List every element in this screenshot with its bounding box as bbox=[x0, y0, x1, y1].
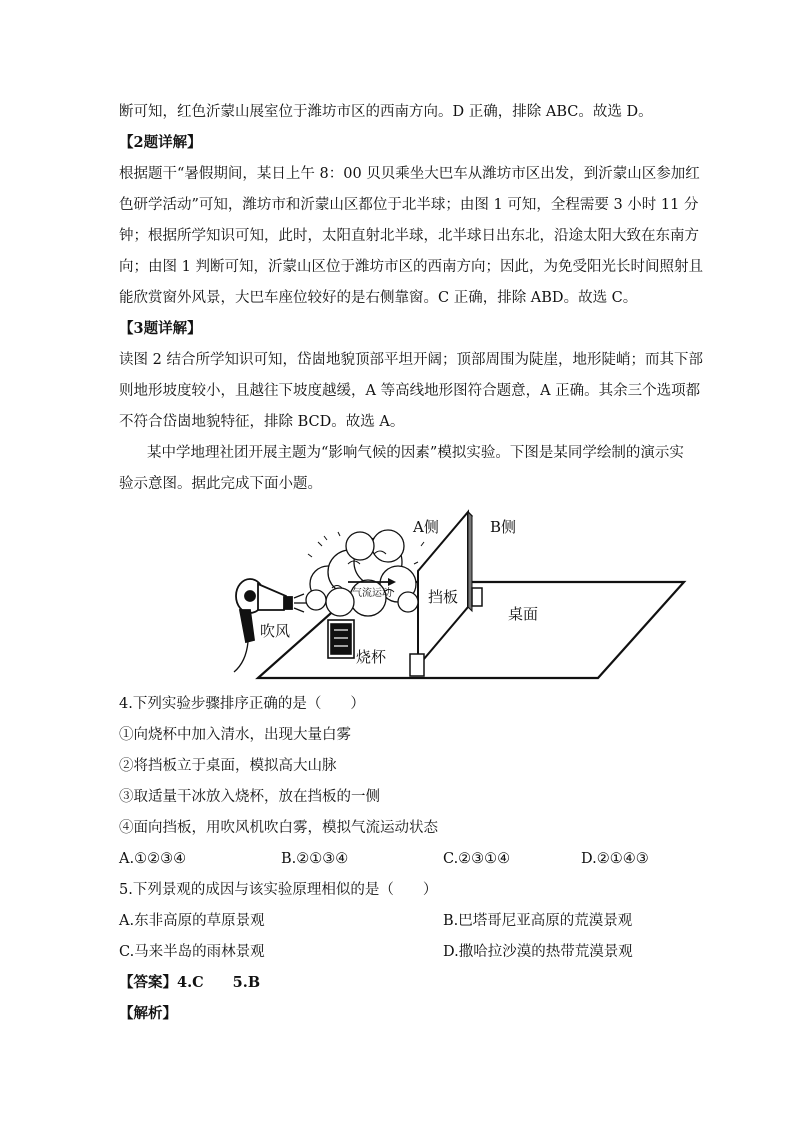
baffle-stand-back bbox=[472, 588, 482, 606]
question-5-stem: 5.下列景观的成因与该实验原理相似的是（ ） bbox=[119, 882, 438, 898]
paragraph-line: 根据题干“暑假期间，某日上午 8：00 贝贝乘坐大巴车从潍坊市区出发，到沂蒙山区参加红 bbox=[119, 166, 700, 182]
paragraph-line: 钟；根据所学知识可知，此时，太阳直射北半球，北半球日出东北，沿途太阳大致在东南方 bbox=[119, 228, 699, 244]
paragraph-line: 向；由图 1 判断可知，沂蒙山区位于潍坊市区的西南方向；因此，为免受阳光长时间照射且 bbox=[119, 259, 703, 275]
section-heading-q3: 【3题详解】 bbox=[119, 320, 202, 337]
label-a-side: A侧 bbox=[413, 518, 439, 536]
question-5-option-c[interactable]: C.马来半岛的雨林景观 bbox=[119, 944, 265, 960]
paragraph-line: 色研学活动”可知，潍坊市和沂蒙山区都位于北半球；由图 1 可知，全程需要 3 小时 11 分 bbox=[119, 197, 699, 213]
question-4-option-b[interactable]: B.②①③④ bbox=[281, 851, 349, 867]
question-4-option-a[interactable]: A.①②③④ bbox=[119, 851, 187, 867]
question-5-option-a[interactable]: A.东非高原的草原景观 bbox=[119, 913, 265, 929]
question-5-option-b[interactable]: B.巴塔哥尼亚高原的荒漠景观 bbox=[443, 913, 633, 929]
label-b-side: B侧 bbox=[490, 518, 517, 536]
question-4-step: ①向烧杯中加入清水，出现大量白雾 bbox=[119, 727, 351, 743]
paragraph-line: 读图 2 结合所学知识可知，岱崮地貌顶部平坦开阔；顶部周围为陡崖，地形陡峭；而其下部 bbox=[119, 352, 703, 368]
question-4-option-c[interactable]: C.②③①④ bbox=[443, 851, 511, 867]
label-baffle: 挡板 bbox=[428, 588, 459, 606]
paragraph-line: 断可知，红色沂蒙山展室位于潍坊市区的西南方向。D 正确，排除 ABC。故选 D。 bbox=[119, 104, 653, 120]
paragraph-line: 能欣赏窗外风景，大巴车座位较好的是右侧靠窗。C 正确，排除 ABD。故选 C。 bbox=[119, 290, 638, 306]
fog-cloud bbox=[306, 530, 418, 616]
baffle-stand-front bbox=[410, 654, 424, 676]
intro-line: 验示意图。据此完成下面小题。 bbox=[119, 476, 322, 492]
intro-line: 某中学地理社团开展主题为“影响气候的因素”模拟实验。下图是某同学绘制的演示实 bbox=[147, 445, 684, 461]
label-blow: 吹风 bbox=[260, 622, 291, 640]
paragraph-line: 则地形坡度较小，且越往下坡度越缓，A 等高线地形图符合题意，A 正确。其余三个选项都 bbox=[119, 383, 701, 399]
question-4-step: ③取适量干冰放入烧杯，放在挡板的一侧 bbox=[119, 789, 380, 805]
question-4-stem: 4.下列实验步骤排序正确的是（ ） bbox=[119, 696, 365, 712]
label-airflow: 气流运动 bbox=[352, 588, 392, 599]
experiment-diagram bbox=[228, 502, 688, 688]
answer-line: 【答案】4.C 5.B bbox=[119, 974, 261, 991]
question-4-option-d[interactable]: D.②①④③ bbox=[581, 851, 649, 867]
label-table: 桌面 bbox=[508, 605, 539, 623]
question-4-step: ④面向挡板，用吹风机吹白雾，模拟气流运动状态 bbox=[119, 820, 438, 836]
section-heading-q2: 【2题详解】 bbox=[119, 134, 202, 151]
beaker bbox=[328, 620, 354, 658]
question-5-option-d[interactable]: D.撒哈拉沙漠的热带荒漠景观 bbox=[443, 944, 633, 960]
question-4-step: ②将挡板立于桌面，模拟高大山脉 bbox=[119, 758, 337, 774]
paragraph-line: 不符合岱崮地貌特征，排除 BCD。故选 A。 bbox=[119, 414, 405, 430]
label-beaker: 烧杯 bbox=[356, 648, 387, 666]
analysis-heading: 【解析】 bbox=[119, 1005, 177, 1022]
